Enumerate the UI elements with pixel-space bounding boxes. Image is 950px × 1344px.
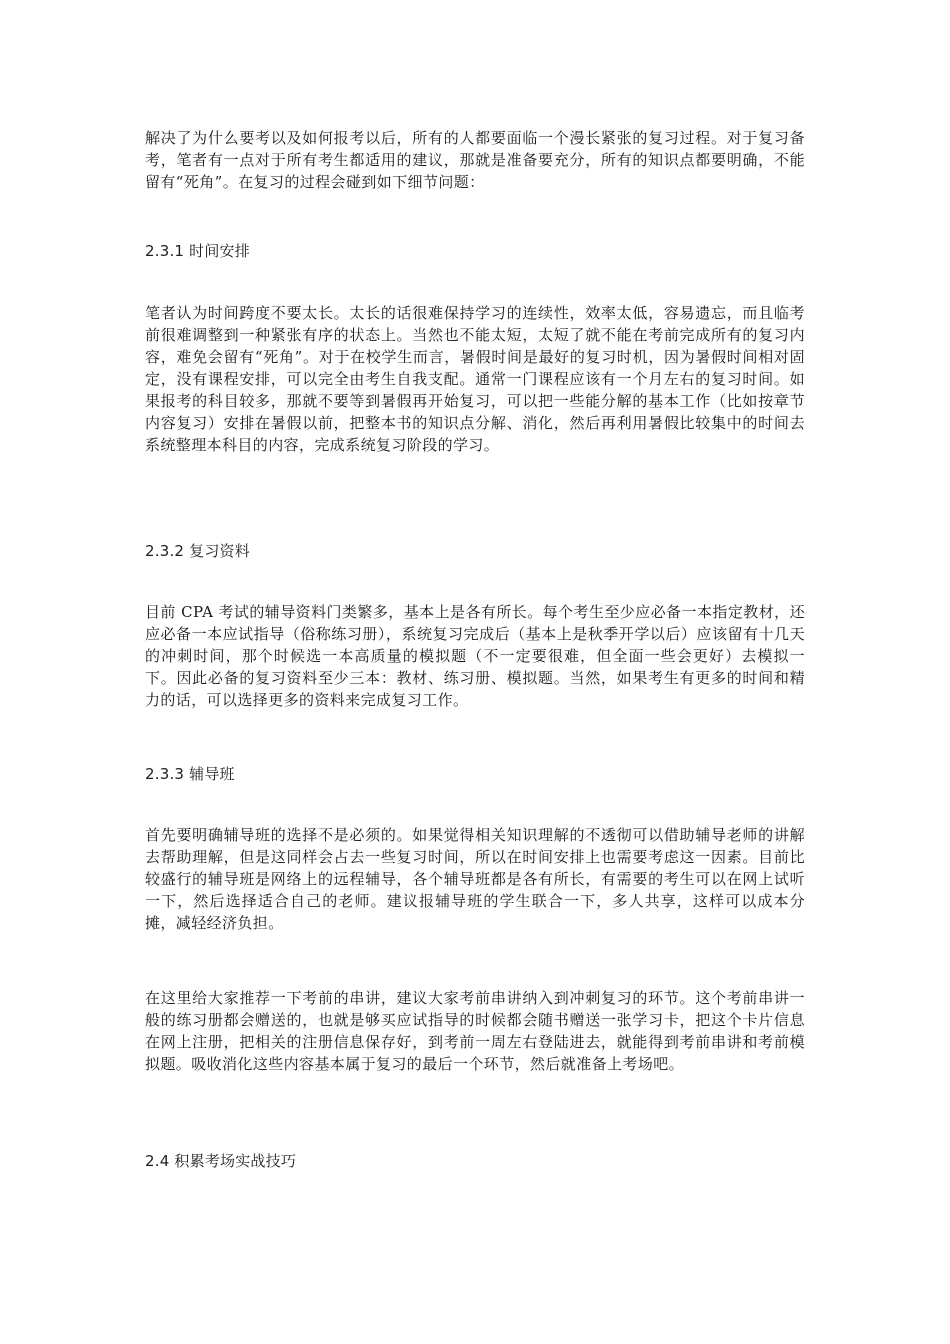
tutoring-class-paragraph: 首先要明确辅导班的选择不是必须的。如果觉得相关知识理解的不透彻可以借助辅导老师的讲解去帮助理解，但是这同样会占去一些复习时间，所以在时间安排上也需要考虑这一因素。目前比较盛行的辅导班是网络上的远程辅导，各个辅导班都是各有所长，有需要的考生可以在网上试听一下，然后选择适合自己的老师。建议报辅导班的学生联合一下，多人共享，这样可以成本分摊，减轻经济负担。 <box>145 826 805 932</box>
intro-paragraph: 解决了为什么要考以及如何报考以后，所有的人都要面临一个漫长紧张的复习过程。对于复习备考，笔者有一点对于所有考生都适用的建议，那就是准备要充分，所有的知识点都要明确，不能留有“死角”。在复习的过程会碰到如下细节问题： <box>145 129 805 191</box>
study-materials-paragraph: 目前 CPA 考试的辅导资料门类繁多，基本上是各有所长。每个考生至少应必备一本指定教材，还应必备一本应试指导（俗称练习册），系统复习完成后（基本上是秋季开学以后）应该留有十几天的冲刺时间，那个时候选一本高质量的模拟题（不一定要很难，但全面一些会更好）去模拟一下。因此必备的复习资料至少三本：教材、练习册、模拟题。当然，如果考生有更多的时间和精力的话，可以选择更多的资料来完成复习工作。 <box>145 603 805 709</box>
section-heading-2-3-3: 2.3.3 辅导班 <box>145 765 235 783</box>
review-lecture-paragraph: 在这里给大家推荐一下考前的串讲，建议大家考前串讲纳入到冲刺复习的环节。这个考前串讲一般的练习册都会赠送的，也就是够买应试指导的时候都会随书赠送一张学习卡，把这个卡片信息在网上注册，把相关的注册信息保存好，到考前一周左右登陆进去，就能得到考前串讲和考前模拟题。吸收消化这些内容基本属于复习的最后一个环节，然后就准备上考场吧。 <box>145 989 805 1073</box>
time-arrangement-paragraph: 笔者认为时间跨度不要太长。太长的话很难保持学习的连续性，效率太低，容易遗忘，而且临考前很难调整到一种紧张有序的状态上。当然也不能太短，太短了就不能在考前完成所有的复习内容，难免会留有“死角”。对于在校学生而言，暑假时间是最好的复习时机，因为暑假时间相对固定，没有课程安排，可以完全由考生自我支配。通常一门课程应该有一个月左右的复习时间。如果报考的科目较多，那就不要等到暑假再开始复习，可以把一些能分解的基本工作（比如按章节内容复习）安排在暑假以前，把整本书的知识点分解、消化，然后再利用暑假比较集中的时间去系统整理本科目的内容，完成系统复习阶段的学习。 <box>145 304 805 454</box>
section-heading-2-4: 2.4 积累考场实战技巧 <box>145 1152 297 1170</box>
section-heading-2-3-1: 2.3.1 时间安排 <box>145 242 250 260</box>
section-heading-2-3-2: 2.3.2 复习资料 <box>145 542 250 560</box>
